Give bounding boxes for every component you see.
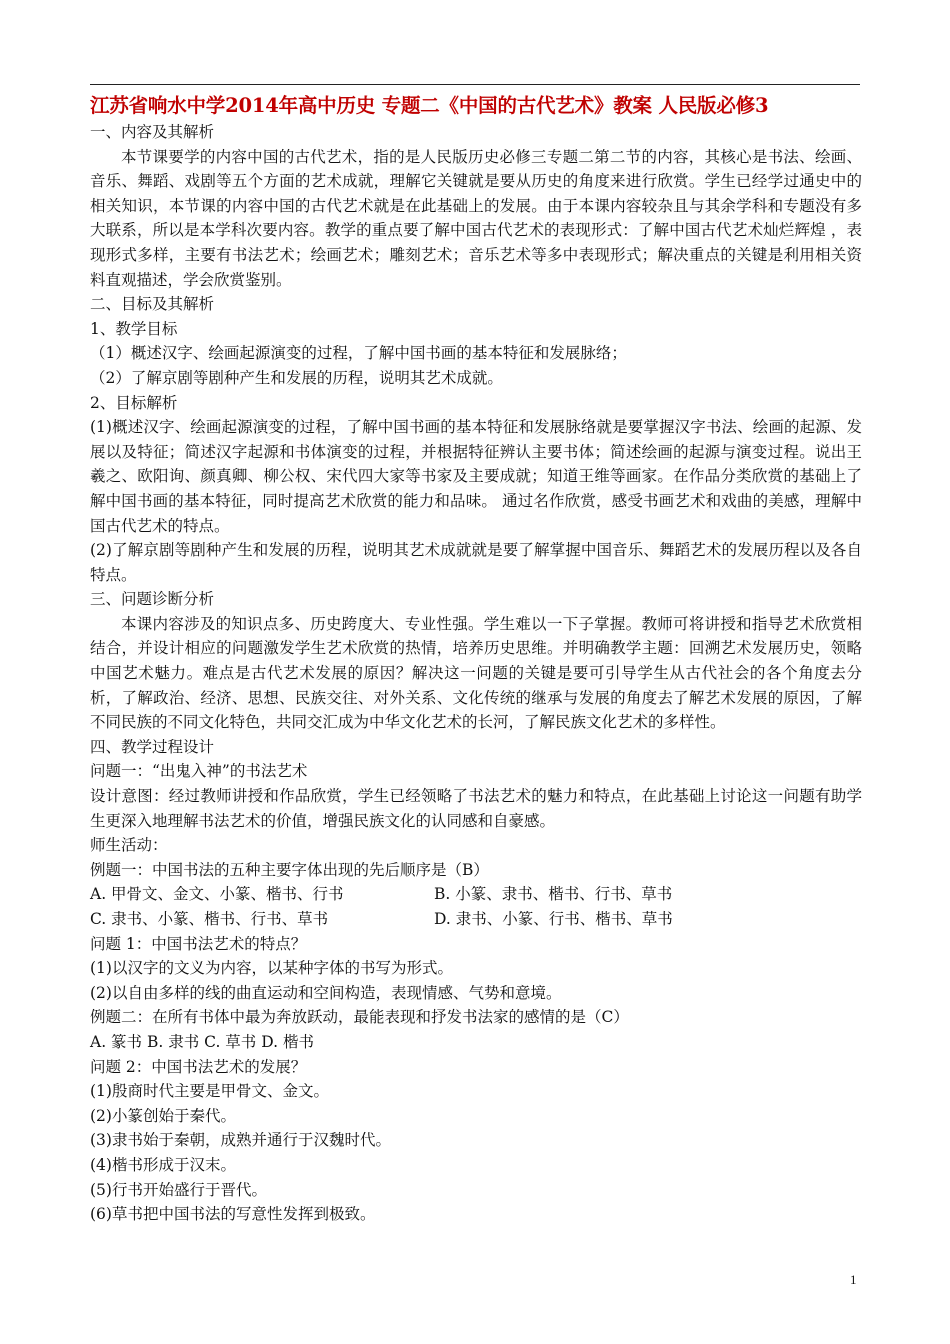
section-heading: 四、教学过程设计 (90, 737, 215, 756)
list-item: (5)行书开始盛行于晋代。 (90, 1180, 267, 1199)
document-page (90, 92, 862, 1227)
list-item: (6)草书把中国书法的写意性发挥到极致。 (90, 1205, 376, 1224)
question-title: 问题一：“出鬼入神”的书法艺术 (90, 762, 308, 781)
option-d: D. 隶书、小篆、行书、楷书、草书 (434, 910, 673, 928)
list-item: (2)以自由多样的线的曲直运动和空间构造，表现情感、气势和意境。 (90, 983, 562, 1002)
list-item: (4)楷书形成于汉末。 (90, 1155, 236, 1174)
list-item: (3)隶书始于秦朝，成熟并通行于汉魏时代。 (90, 1131, 391, 1150)
paragraph: 本课内容涉及的知识点多、历史跨度大、专业性强。学生难以一下子掌握。教师可将讲授和指导艺术欣赏相结合，并设计相应的问题激发学生艺术欣赏的热情，培养历史思维。并明确教学主题：回溯艺术发展历史，领略中国艺术魅力。难点是古代艺术发展的原因？解决这一问题的关键是要可引导学生从古代社会的各个角度去分析，了解政治、经济、思想、民族交往、对外关系、文化传统的继承与发展的角度去了解艺术发展的原因，了解不同民族的不同文化特色，共同交汇成为中华文化艺术的长河，了解民族文化艺术的多样性。 (90, 614, 862, 732)
paragraph: 师生活动： (90, 836, 168, 855)
option-row (90, 882, 862, 907)
section-heading: 三、问题诊断分析 (90, 590, 215, 609)
option-row (90, 907, 862, 932)
question-title: 问题 1：中国书法艺术的特点？ (90, 934, 307, 953)
option-c: C. 隶书、小篆、楷书、行书、草书 (90, 910, 329, 928)
list-item: (1)以汉字的文义为内容，以某种字体的书写为形式。 (90, 959, 453, 978)
example-question: 例题二：在所有书体中最为奔放跃动，最能表现和抒发书法家的感情的是（C） (90, 1008, 629, 1027)
subheading: 1、教学目标 (90, 319, 178, 338)
option-a: A. 甲骨文、金文、小篆、楷书、行书 (90, 885, 344, 904)
section-heading: 二、目标及其解析 (90, 295, 215, 314)
example-question: 例题一：中国书法的五种主要字体出现的先后顺序是（B） (90, 860, 489, 879)
goal-item: （1）概述汉字、绘画起源演变的过程，了解中国书画的基本特征和发展脉络； (90, 344, 627, 363)
paragraph: (2)了解京剧等剧种产生和发展的历程，说明其艺术成就就是要了解掌握中国音乐、舞蹈艺术的发展历程以及各自特点。 (90, 541, 862, 584)
list-item: (2)小篆创始于秦代。 (90, 1106, 236, 1125)
paragraph: (1)概述汉字、绘画起源演变的过程，了解中国书画的基本特征和发展脉络就是要掌握汉字书法、绘画的起源、发展以及特征；简述汉字起源和书体演变的过程，并根据特征辨认主要书体；简述绘画的起源与演变过程。说出王羲之、欧阳询、颜真卿、柳公权、宋代四大家等书家及主要成就；知道王维等画家。在作品分类欣赏的基础上了解中国书画的基本特征，同时提高艺术欣赏的能力和品味。 通过名作欣赏，感受书画艺术和戏曲的美感，理解中国古代艺术的特点。 (90, 418, 862, 535)
page-number: 1 (850, 1272, 857, 1287)
list-item: (1)殷商时代主要是甲骨文、金文。 (90, 1082, 329, 1101)
option-row: A. 篆书 B. 隶书 C. 草书 D. 楷书 (90, 1032, 314, 1051)
option-b: B. 小篆、隶书、楷书、行书、草书 (434, 885, 673, 904)
paragraph: 设计意图：经过教师讲授和作品欣赏，学生已经领略了书法艺术的魅力和特点，在此基础上讨论这一问题有助学生更深入地理解书法艺术的价值，增强民族文化的认同感和自豪感。 (90, 787, 862, 830)
section-heading: 一、内容及其解析 (90, 123, 215, 141)
document-title: 江苏省响水中学2014年高中历史 专题二《中国的古代艺术》教案 人民版必修3 (90, 94, 769, 117)
header-rule (90, 84, 860, 85)
goal-item: （2）了解京剧等剧种产生和发展的历程，说明其艺术成就。 (90, 368, 503, 387)
paragraph: 本节课要学的内容中国的古代艺术，指的是人民版历史必修三专题二第二节的内容，其核心是书法、绘画、音乐、舞蹈、戏剧等五个方面的艺术成就，理解它关键就是要从历史的角度来进行欣赏。学生已经学过通史中的相关知识，本节课的内容中国的古代艺术就是在此基础上的发展。由于本课内容较杂且与其余学科和专题没有多大联系，所以是本学科次要内容。教学的重点要了解中国古代艺术的表现形式：了解中国古代艺术灿烂辉煌 ，表现形式多样，主要有书法艺术；绘画艺术；雕刻艺术；音乐艺术等多中表现形式；解决重点的关键是利用相关资料直观描述，学会欣赏鉴别。 (90, 147, 862, 289)
question-title: 问题 2：中国书法艺术的发展？ (90, 1057, 307, 1076)
subheading: 2、目标解析 (90, 393, 178, 412)
